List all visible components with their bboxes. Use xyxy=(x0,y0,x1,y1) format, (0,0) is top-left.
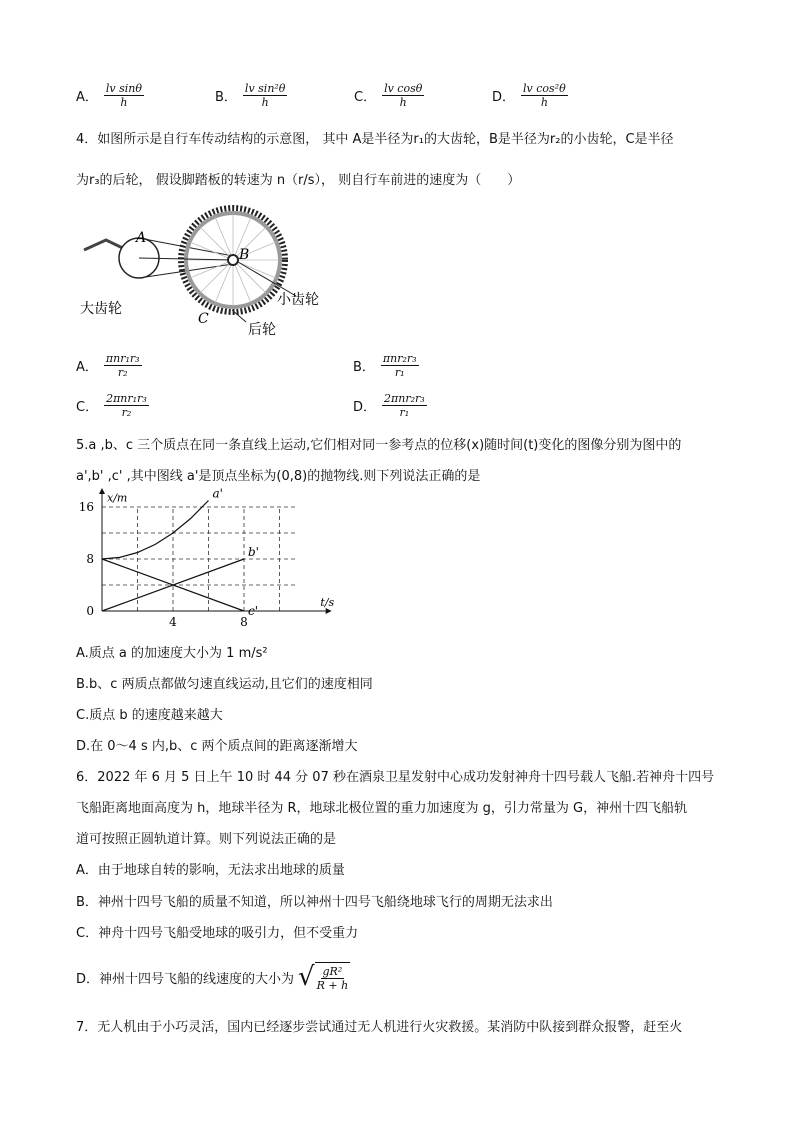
option-text: D．神州十四号飞船的线速度的大小为 xyxy=(76,971,295,987)
q5-option-d: D.在 0～4 s 内,b、c 两个质点间的距离逐渐增大 xyxy=(76,739,358,754)
fraction xyxy=(104,352,142,379)
numerator: lv cosθ xyxy=(384,82,423,95)
fraction xyxy=(382,82,424,109)
q5-option-a: A.质点 a 的加速度大小为 1 m/s² xyxy=(76,646,268,661)
numerator: 2πnr₁r₃ xyxy=(106,392,147,405)
option-label: A． xyxy=(76,90,98,105)
small-gear xyxy=(228,255,238,265)
denominator: r₂ xyxy=(117,366,128,379)
q6-stem-line-1: 6．2022 年 6 月 5 日上午 10 时 44 分 07 秒在酒泉卫星发射中心成功发射神舟十四号载人飞船.若神舟十四号 xyxy=(76,770,715,785)
option-label: D． xyxy=(353,400,377,415)
fraction xyxy=(104,392,149,419)
denominator: r₁ xyxy=(399,406,410,419)
label-big-gear: 大齿轮 xyxy=(80,301,122,317)
q3-option-c xyxy=(354,82,424,109)
y-tick-label: 8 xyxy=(86,552,94,566)
q4-stem-line-1: 4．如图所示是自行车传动结构的示意图， 其中 A是半径为r₁的大齿轮，B是半径为r₂的小齿轮，C是半径 xyxy=(76,132,674,147)
fraction xyxy=(243,82,288,109)
rear-wheel-leader xyxy=(232,310,246,322)
label-small-gear: 小齿轮 xyxy=(277,292,319,308)
numerator: 2πnr₂r₃ xyxy=(384,392,425,405)
q3-option-b xyxy=(215,82,287,109)
series-label: a' xyxy=(212,486,223,501)
q4-option-c xyxy=(76,392,149,419)
denominator: h xyxy=(261,96,269,109)
q5-option-b: B.b、c 两质点都做匀速直线运动,且它们的速度相同 xyxy=(76,677,373,692)
q5-stem-line-2: a',b' ,c' ,其中图线 a'是顶点坐标为(0,8)的抛物线.则下列说法正确的是 xyxy=(76,469,481,484)
q4-stem-line-2: 为r₃的后轮， 假设脚踏板的转速为 n（r/s）， 则自行车前进的速度为（ ） xyxy=(76,173,521,188)
y-axis-label: x/m xyxy=(107,491,128,505)
fraction xyxy=(521,82,568,109)
x-tick-label: 4 xyxy=(169,615,177,629)
option-label: D． xyxy=(492,90,516,105)
option-label: A． xyxy=(76,360,98,375)
q6-option-b: B．神州十四号飞船的质量不知道，所以神州十四号飞船绕地球飞行的周期无法求出 xyxy=(76,895,553,910)
denominator: h xyxy=(120,96,128,109)
numerator: gR² xyxy=(322,965,343,978)
q5-option-c: C.质点 b 的速度越来越大 xyxy=(76,708,223,723)
fraction xyxy=(104,82,144,109)
chart-grid xyxy=(102,507,297,611)
q4-option-a xyxy=(76,352,142,379)
y-tick-label: 16 xyxy=(78,500,94,514)
denominator: h xyxy=(540,96,548,109)
series-line-a-prime xyxy=(102,501,209,560)
sqrt-sign: √ xyxy=(298,962,315,992)
label-a: A xyxy=(136,230,147,246)
q6-option-c: C．神舟十四号飞船受地球的吸引力，但不受重力 xyxy=(76,926,359,941)
denominator: R + h xyxy=(316,979,349,992)
option-label: C． xyxy=(354,90,377,105)
q7-stem-line-1: 7．无人机由于小巧灵活，国内已经逐步尝试通过无人机进行火灾救援。某消防中队接到群众报警，赶至火 xyxy=(76,1020,683,1035)
option-label: B． xyxy=(215,90,237,105)
q3-option-d xyxy=(492,82,568,109)
x-axis-label: t/s xyxy=(320,596,335,609)
denominator: r₁ xyxy=(394,366,405,379)
denominator: h xyxy=(399,96,407,109)
numerator: lv sin²θ xyxy=(244,82,286,95)
numerator: πnr₁r₃ xyxy=(105,352,140,365)
numerator: lv cos²θ xyxy=(523,82,566,95)
label-rear-wheel: 后轮 xyxy=(248,322,276,338)
fraction xyxy=(382,392,427,419)
x-tick-label: 8 xyxy=(240,615,248,629)
series-label: b' xyxy=(248,545,259,559)
fraction xyxy=(381,352,419,379)
fraction xyxy=(315,962,351,992)
label-c: C xyxy=(198,311,209,327)
series-label: c' xyxy=(248,604,259,618)
y-tick-label: 0 xyxy=(86,604,94,618)
option-label: B． xyxy=(353,360,375,375)
displacement-time-chart xyxy=(78,486,335,629)
q5-stem-line-1: 5.a ,b、c 三个质点在同一条直线上运动,它们相对同一参考点的位移(x)随时间(t)变化的图像分别为图中的 xyxy=(76,438,682,453)
denominator: r₂ xyxy=(121,406,132,419)
q6-option-a: A．由于地球自转的影响，无法求出地球的质量 xyxy=(76,863,345,878)
option-label: C． xyxy=(76,400,99,415)
q6-option-d xyxy=(76,962,350,992)
label-b: B xyxy=(239,247,250,263)
numerator: lv sinθ xyxy=(105,82,143,95)
q3-option-a xyxy=(76,82,144,109)
q6-stem-line-3: 道可按照正圆轨道计算。则下列说法正确的是 xyxy=(76,832,337,847)
q6-stem-line-2: 飞船距离地面高度为 h，地球半径为 R，地球北极位置的重力加速度为 g，引力常量为 G，神州十四飞船轨 xyxy=(76,801,688,816)
q4-option-b xyxy=(353,352,419,379)
bicycle-transmission-figure xyxy=(76,200,319,342)
sqrt-formula xyxy=(298,962,350,992)
y-axis-arrow xyxy=(99,488,105,494)
numerator: πnr₂r₃ xyxy=(382,352,417,365)
q4-option-d xyxy=(353,392,427,419)
